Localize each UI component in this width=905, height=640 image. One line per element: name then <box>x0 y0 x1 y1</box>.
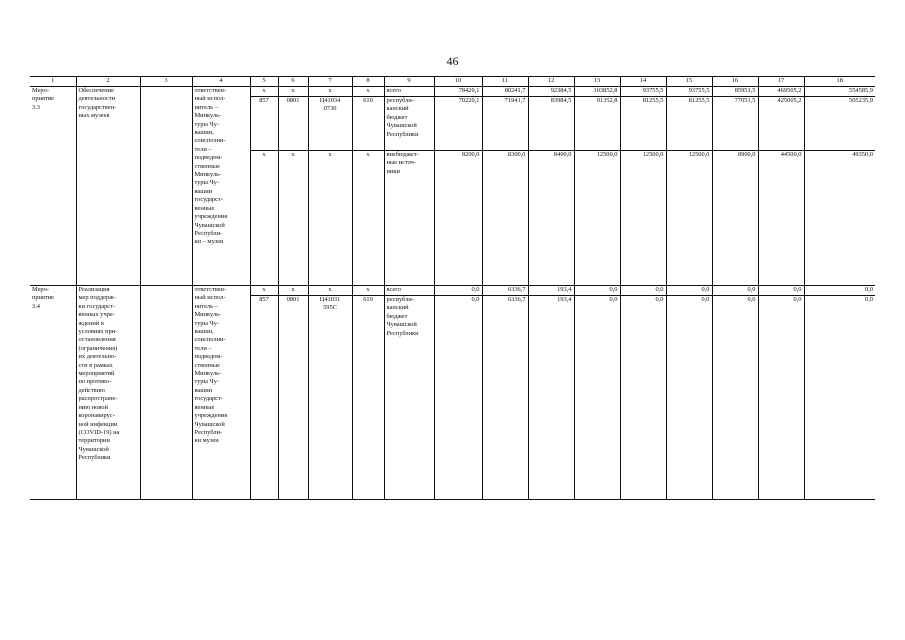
amount-cell-col-11: 6336,7 <box>482 296 528 500</box>
code-grbs-cell: х <box>250 286 278 296</box>
amount-cell-col-16: 8900,0 <box>712 151 758 286</box>
funding-source-cell: внебюджет- ные источ- ники <box>384 151 434 286</box>
code-expense-type-cell: х <box>352 151 384 286</box>
column-number-6: 6 <box>278 77 308 87</box>
amount-cell-col-18: 0,0 <box>804 296 875 500</box>
column-number-4: 4 <box>192 77 250 87</box>
column-number-1: 1 <box>30 77 76 87</box>
column-number-15: 15 <box>666 77 712 87</box>
code-expense-type-cell: 610 <box>352 97 384 151</box>
amount-cell-col-14: 0,0 <box>620 286 666 296</box>
amount-cell-col-14: 12500,0 <box>620 151 666 286</box>
code-target-article-cell: Ц41034 0730 <box>308 97 352 151</box>
amount-cell-col-15: 93755,5 <box>666 87 712 97</box>
activity-name-cell: Обеспечение деятельности государствен- ных музеев <box>76 87 140 286</box>
code-target-article-cell: Ц41031 595С <box>308 296 352 500</box>
amount-cell-col-12: 8400,0 <box>528 151 574 286</box>
executor-cell: ответствен- ный испол- нитель – Минкуль- туры Чу- вашии, соисполни- тели – подведом- ственные Минкуль- туры Чу- вашии государст- венные учреждения Чувашской Республи- ки – музеи <box>192 87 250 286</box>
code-grbs-cell: х <box>250 87 278 97</box>
funding-source-cell: всего <box>384 286 434 296</box>
amount-cell-col-16: 0,0 <box>712 286 758 296</box>
amount-cell-col-15: 81255,5 <box>666 97 712 151</box>
funding-source-cell: всего <box>384 87 434 97</box>
budget-table <box>30 76 875 500</box>
activity-number-cell: Меро- приятие 3.3 <box>30 87 76 286</box>
code-grbs-cell: х <box>250 151 278 286</box>
column-number-18: 18 <box>804 77 875 87</box>
amount-cell-col-18: 0,0 <box>804 286 875 296</box>
code-target-article-cell: х <box>308 151 352 286</box>
amount-cell-col-17: 469505,2 <box>758 87 804 97</box>
code-target-article-cell: х <box>308 286 352 296</box>
amount-cell-col-16: 85951,5 <box>712 87 758 97</box>
code-expense-type-cell: х <box>352 286 384 296</box>
amount-cell-col-15: 0,0 <box>666 286 712 296</box>
amount-cell-col-15: 12500,0 <box>666 151 712 286</box>
amount-cell-col-10: 70220,1 <box>434 97 482 151</box>
code-grbs-cell: 857 <box>250 97 278 151</box>
column-number-8: 8 <box>352 77 384 87</box>
amount-cell-col-16: 0,0 <box>712 296 758 500</box>
amount-cell-col-16: 77051,5 <box>712 97 758 151</box>
page-number: 46 <box>446 54 459 68</box>
amount-cell-col-11: 6336,7 <box>482 286 528 296</box>
amount-cell-col-11: 80241,7 <box>482 87 528 97</box>
funding-source-cell: республи- канский бюджет Чувашской Республики <box>384 296 434 500</box>
column-number-10: 10 <box>434 77 482 87</box>
column-number-3: 3 <box>140 77 192 87</box>
amount-cell-col-17: 0,0 <box>758 286 804 296</box>
column-number-5: 5 <box>250 77 278 87</box>
column-number-13: 13 <box>574 77 620 87</box>
code-section-cell: х <box>278 151 308 286</box>
amount-cell-col-17: 0,0 <box>758 296 804 500</box>
amount-cell-col-13: 103852,8 <box>574 87 620 97</box>
amount-cell-col-10: 78420,1 <box>434 87 482 97</box>
code-section-cell: х <box>278 87 308 97</box>
activity-name-cell: Реализация мер поддерж- ки государст- венных учре- ждений в условиях при- остановления (ограничения) их деятельно- сти в рамках мероприятий по противо- действию распростране- нию новой коронавирус- ной инфекции (COVID-19) на территории Чувашской Республики <box>76 286 140 500</box>
executor-cell: ответствен- ный испол- нитель – Минкуль- туры Чу- вашии, соисполни- тели – подведом- ственные Минкуль- туры Чу- вашии государст- венные учреждения Чувашской Республи- ки музеи <box>192 286 250 500</box>
amount-cell-col-12: 193,4 <box>528 296 574 500</box>
amount-cell-col-14: 0,0 <box>620 296 666 500</box>
amount-cell-col-13: 0,0 <box>574 286 620 296</box>
column-number-9: 9 <box>384 77 434 87</box>
code-expense-type-cell: 610 <box>352 296 384 500</box>
code-expense-type-cell: х <box>352 87 384 97</box>
amount-cell-col-15: 0,0 <box>666 296 712 500</box>
activity-number-cell: Меро- приятие 3.4 <box>30 286 76 500</box>
amount-cell-col-10: 0,0 <box>434 296 482 500</box>
column-number-2: 2 <box>76 77 140 87</box>
amount-cell-col-10: 0,0 <box>434 286 482 296</box>
funding-source-cell: республи- канский бюджет Чувашской Республики <box>384 97 434 151</box>
code-section-cell: 0801 <box>278 97 308 151</box>
amount-cell-col-14: 81255,5 <box>620 97 666 151</box>
column-number-14: 14 <box>620 77 666 87</box>
amount-cell-col-12: 92384,5 <box>528 87 574 97</box>
column-number-16: 16 <box>712 77 758 87</box>
amount-cell-col-13: 91352,8 <box>574 97 620 151</box>
column-number-12: 12 <box>528 77 574 87</box>
amount-cell-col-14: 93755,5 <box>620 87 666 97</box>
amount-cell-col-13: 0,0 <box>574 296 620 500</box>
amount-cell-col-18: 49350,0 <box>804 151 875 286</box>
amount-cell-col-18: 554585,9 <box>804 87 875 97</box>
amount-cell-col-11: 8300,0 <box>482 151 528 286</box>
code-target-article-cell: х <box>308 87 352 97</box>
code-grbs-cell: 857 <box>250 296 278 500</box>
column-3-cell <box>140 87 192 286</box>
amount-cell-col-12: 83984,5 <box>528 97 574 151</box>
amount-cell-col-12: 193,4 <box>528 286 574 296</box>
code-section-cell: х <box>278 286 308 296</box>
code-section-cell: 0801 <box>278 296 308 500</box>
header-row <box>30 77 875 87</box>
amount-cell-col-10: 8200,0 <box>434 151 482 286</box>
column-number-17: 17 <box>758 77 804 87</box>
column-3-cell <box>140 286 192 500</box>
amount-cell-col-18: 505235,9 <box>804 97 875 151</box>
amount-cell-col-11: 71941,7 <box>482 97 528 151</box>
amount-cell-col-13: 12500,0 <box>574 151 620 286</box>
amount-cell-col-17: 425005,2 <box>758 97 804 151</box>
amount-cell-col-17: 44500,0 <box>758 151 804 286</box>
table-row <box>30 286 875 296</box>
column-number-7: 7 <box>308 77 352 87</box>
column-number-11: 11 <box>482 77 528 87</box>
table-row <box>30 87 875 97</box>
